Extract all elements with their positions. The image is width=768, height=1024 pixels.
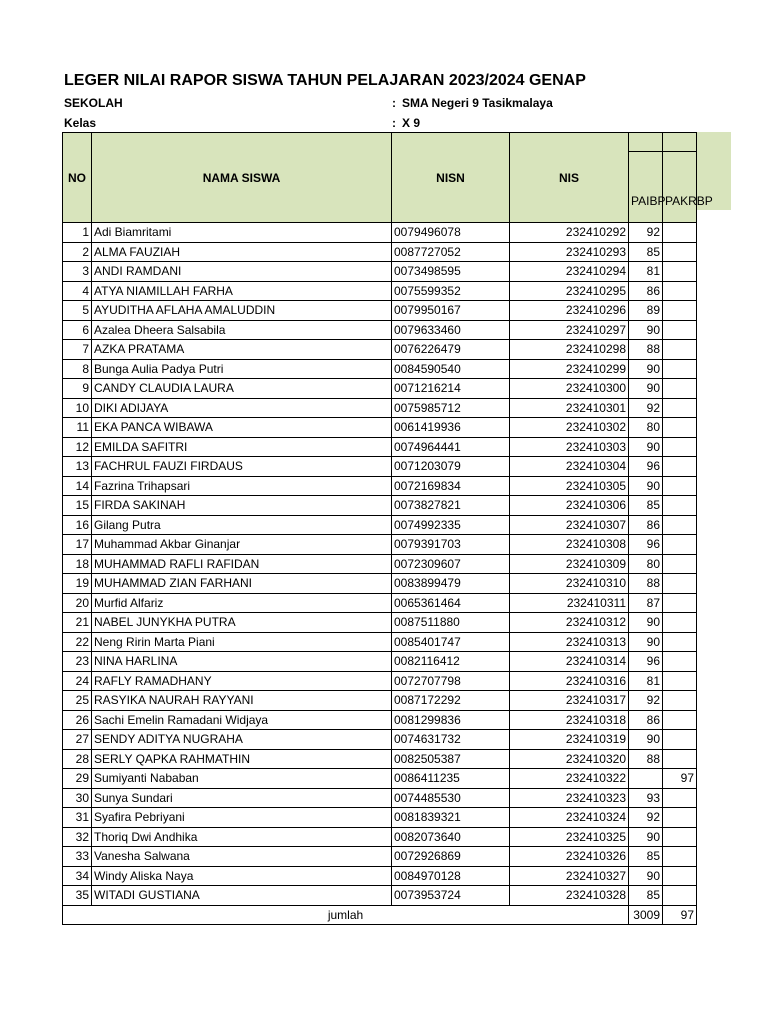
cell-paibp: 89 <box>629 301 663 321</box>
table-row <box>63 457 697 477</box>
cell-nis: 232410327 <box>510 866 629 886</box>
cell-nisn: 0074631732 <box>392 730 510 750</box>
cell-pakrbp <box>663 671 697 691</box>
table-row <box>63 554 697 574</box>
cell-no: 34 <box>63 866 92 886</box>
cell-nisn: 0075985712 <box>392 398 510 418</box>
cell-nisn: 0072707798 <box>392 671 510 691</box>
cell-nisn: 0074485530 <box>392 788 510 808</box>
cell-nis: 232410302 <box>510 418 629 438</box>
cell-paibp: 86 <box>629 710 663 730</box>
table-row <box>63 652 697 672</box>
cell-pakrbp <box>663 398 697 418</box>
cell-nis: 232410328 <box>510 886 629 906</box>
cell-student-name: Vanesha Salwana <box>92 847 392 867</box>
cell-student-name: SENDY ADITYA NUGRAHA <box>92 730 392 750</box>
cell-no: 19 <box>63 574 92 594</box>
cell-student-name: DIKI ADIJAYA <box>92 398 392 418</box>
cell-paibp: 87 <box>629 593 663 613</box>
table-body <box>63 223 697 906</box>
cell-nisn: 0084970128 <box>392 866 510 886</box>
cell-paibp: 90 <box>629 730 663 750</box>
cell-pakrbp <box>663 652 697 672</box>
page-title: LEGER NILAI RAPOR SISWA TAHUN PELAJARAN 2023/2024 GENAP <box>64 72 586 89</box>
cell-no: 2 <box>63 242 92 262</box>
table-row <box>63 886 697 906</box>
cell-nis: 232410308 <box>510 535 629 555</box>
cell-student-name: AYUDITHA AFLAHA AMALUDDIN <box>92 301 392 321</box>
cell-paibp: 90 <box>629 476 663 496</box>
cell-nisn: 0076226479 <box>392 340 510 360</box>
table-row <box>63 262 697 282</box>
cell-student-name: SERLY QAPKA RAHMATHIN <box>92 749 392 769</box>
cell-nisn: 0071203079 <box>392 457 510 477</box>
table-row <box>63 613 697 633</box>
cell-pakrbp <box>663 632 697 652</box>
table-row <box>63 476 697 496</box>
cell-pakrbp <box>663 749 697 769</box>
cell-no: 14 <box>63 476 92 496</box>
cell-no: 26 <box>63 710 92 730</box>
cell-paibp: 90 <box>629 320 663 340</box>
cell-nis: 232410294 <box>510 262 629 282</box>
table-row <box>63 808 697 828</box>
school-label: SEKOLAH <box>64 96 123 110</box>
cell-no: 6 <box>63 320 92 340</box>
cell-paibp: 92 <box>629 808 663 828</box>
cell-no: 9 <box>63 379 92 399</box>
cell-nisn: 0072309607 <box>392 554 510 574</box>
cell-no: 21 <box>63 613 92 633</box>
table-row <box>63 398 697 418</box>
table-row <box>63 223 697 243</box>
cell-student-name: ATYA NIAMILLAH FARHA <box>92 281 392 301</box>
cell-student-name: RASYIKA NAURAH RAYYANI <box>92 691 392 711</box>
cell-pakrbp <box>663 613 697 633</box>
cell-nisn: 0082073640 <box>392 827 510 847</box>
col-header-name: NAMA SISWA <box>92 133 392 223</box>
cell-no: 30 <box>63 788 92 808</box>
cell-nis: 232410309 <box>510 554 629 574</box>
cell-student-name: Fazrina Trihapsari <box>92 476 392 496</box>
cell-pakrbp <box>663 593 697 613</box>
cell-nisn: 0079633460 <box>392 320 510 340</box>
cell-nis: 232410299 <box>510 359 629 379</box>
cell-paibp: 88 <box>629 749 663 769</box>
cell-pakrbp <box>663 866 697 886</box>
cell-nis: 232410322 <box>510 769 629 789</box>
cell-nis: 232410323 <box>510 788 629 808</box>
cell-no: 13 <box>63 457 92 477</box>
cell-nis: 232410320 <box>510 749 629 769</box>
cell-paibp <box>629 769 663 789</box>
cell-pakrbp <box>663 457 697 477</box>
cell-student-name: Thoriq Dwi Andhika <box>92 827 392 847</box>
cell-student-name: AZKA PRATAMA <box>92 340 392 360</box>
cell-no: 3 <box>63 262 92 282</box>
col-header-no: NO <box>63 133 92 223</box>
cell-student-name: Murfid Alfariz <box>92 593 392 613</box>
cell-no: 1 <box>63 223 92 243</box>
cell-no: 31 <box>63 808 92 828</box>
cell-pakrbp <box>663 710 697 730</box>
cell-nis: 232410306 <box>510 496 629 516</box>
table-row <box>63 379 697 399</box>
cell-no: 32 <box>63 827 92 847</box>
table-row <box>63 671 697 691</box>
cell-nis: 232410326 <box>510 847 629 867</box>
cell-no: 4 <box>63 281 92 301</box>
cell-paibp: 85 <box>629 886 663 906</box>
cell-nisn: 0087172292 <box>392 691 510 711</box>
table-row <box>63 769 697 789</box>
table-row <box>63 691 697 711</box>
table-row <box>63 340 697 360</box>
cell-nisn: 0073498595 <box>392 262 510 282</box>
cell-pakrbp: 97 <box>663 769 697 789</box>
cell-pakrbp <box>663 827 697 847</box>
cell-no: 22 <box>63 632 92 652</box>
cell-student-name: Sunya Sundari <box>92 788 392 808</box>
cell-student-name: FACHRUL FAUZI FIRDAUS <box>92 457 392 477</box>
cell-nis: 232410314 <box>510 652 629 672</box>
table-header-row <box>63 133 697 223</box>
total-paibp: 3009 <box>629 905 663 924</box>
cell-paibp: 85 <box>629 242 663 262</box>
cell-no: 17 <box>63 535 92 555</box>
table-row <box>63 320 697 340</box>
cell-student-name: Gilang Putra <box>92 515 392 535</box>
school-value: SMA Negeri 9 Tasikmalaya <box>402 96 553 110</box>
cell-student-name: Bunga Aulia Padya Putri <box>92 359 392 379</box>
cell-no: 29 <box>63 769 92 789</box>
cell-paibp: 93 <box>629 788 663 808</box>
class-separator: : <box>392 116 396 130</box>
cell-nisn: 0074992335 <box>392 515 510 535</box>
cell-paibp: 80 <box>629 418 663 438</box>
table-row <box>63 437 697 457</box>
table-row <box>63 418 697 438</box>
cell-no: 35 <box>63 886 92 906</box>
cell-paibp: 90 <box>629 613 663 633</box>
cell-student-name: Windy Aliska Naya <box>92 866 392 886</box>
col-header-pakrbp: PAKRBP <box>663 133 697 223</box>
cell-nis: 232410307 <box>510 515 629 535</box>
cell-pakrbp <box>663 301 697 321</box>
cell-pakrbp <box>663 379 697 399</box>
table-row <box>63 749 697 769</box>
cell-pakrbp <box>663 574 697 594</box>
cell-no: 15 <box>63 496 92 516</box>
cell-paibp: 96 <box>629 652 663 672</box>
cell-nisn: 0079391703 <box>392 535 510 555</box>
header-extra-divider <box>628 132 696 152</box>
cell-nis: 232410312 <box>510 613 629 633</box>
cell-no: 10 <box>63 398 92 418</box>
cell-nisn: 0075599352 <box>392 281 510 301</box>
cell-nis: 232410313 <box>510 632 629 652</box>
cell-nis: 232410305 <box>510 476 629 496</box>
cell-no: 23 <box>63 652 92 672</box>
class-row <box>64 116 421 130</box>
cell-nisn: 0074964441 <box>392 437 510 457</box>
cell-nisn: 0065361464 <box>392 593 510 613</box>
cell-no: 24 <box>63 671 92 691</box>
grades-table <box>62 132 713 925</box>
table-row <box>63 827 697 847</box>
cell-no: 18 <box>63 554 92 574</box>
cell-nisn: 0084590540 <box>392 359 510 379</box>
cell-paibp: 96 <box>629 457 663 477</box>
cell-paibp: 88 <box>629 340 663 360</box>
cell-student-name: ALMA FAUZIAH <box>92 242 392 262</box>
cell-pakrbp <box>663 242 697 262</box>
cell-paibp: 88 <box>629 574 663 594</box>
cell-student-name: Muhammad Akbar Ginanjar <box>92 535 392 555</box>
cell-pakrbp <box>663 535 697 555</box>
cell-nisn: 0073827821 <box>392 496 510 516</box>
cell-paibp: 90 <box>629 866 663 886</box>
school-separator: : <box>392 96 396 110</box>
cell-nis: 232410293 <box>510 242 629 262</box>
cell-paibp: 86 <box>629 281 663 301</box>
cell-paibp: 92 <box>629 398 663 418</box>
cell-pakrbp <box>663 340 697 360</box>
cell-no: 12 <box>63 437 92 457</box>
cell-student-name: Azalea Dheera Salsabila <box>92 320 392 340</box>
cell-pakrbp <box>663 476 697 496</box>
cell-nis: 232410310 <box>510 574 629 594</box>
cell-nis: 232410303 <box>510 437 629 457</box>
cell-student-name: WITADI GUSTIANA <box>92 886 392 906</box>
cell-paibp: 90 <box>629 827 663 847</box>
cell-paibp: 92 <box>629 223 663 243</box>
table-row <box>63 301 697 321</box>
cell-nis: 232410298 <box>510 340 629 360</box>
class-value: X 9 <box>402 116 421 130</box>
cell-no: 20 <box>63 593 92 613</box>
cell-pakrbp <box>663 496 697 516</box>
cell-nis: 232410297 <box>510 320 629 340</box>
cell-nisn: 0061419936 <box>392 418 510 438</box>
cell-student-name: CANDY CLAUDIA LAURA <box>92 379 392 399</box>
cell-nisn: 0079950167 <box>392 301 510 321</box>
cell-student-name: MUHAMMAD ZIAN FARHANI <box>92 574 392 594</box>
school-row <box>64 96 553 110</box>
cell-pakrbp <box>663 886 697 906</box>
cell-pakrbp <box>663 554 697 574</box>
cell-student-name: Neng Ririn Marta Piani <box>92 632 392 652</box>
cell-student-name: Adi Biamritami <box>92 223 392 243</box>
table-row <box>63 281 697 301</box>
cell-paibp: 90 <box>629 632 663 652</box>
cell-paibp: 96 <box>629 535 663 555</box>
cell-pakrbp <box>663 515 697 535</box>
table-row <box>63 847 697 867</box>
cell-no: 7 <box>63 340 92 360</box>
cell-student-name: RAFLY RAMADHANY <box>92 671 392 691</box>
total-pakrbp: 97 <box>663 905 697 924</box>
cell-nis: 232410325 <box>510 827 629 847</box>
cell-pakrbp <box>663 359 697 379</box>
table-row <box>63 866 697 886</box>
cell-student-name: Sachi Emelin Ramadani Widjaya <box>92 710 392 730</box>
cell-nis: 232410300 <box>510 379 629 399</box>
cell-no: 16 <box>63 515 92 535</box>
cell-paibp: 90 <box>629 359 663 379</box>
cell-paibp: 85 <box>629 847 663 867</box>
cell-nis: 232410319 <box>510 730 629 750</box>
cell-nisn: 0082505387 <box>392 749 510 769</box>
cell-nis: 232410318 <box>510 710 629 730</box>
table-row <box>63 710 697 730</box>
table-row <box>63 632 697 652</box>
cell-no: 8 <box>63 359 92 379</box>
table-row <box>63 242 697 262</box>
cell-nisn: 0081839321 <box>392 808 510 828</box>
cell-paibp: 90 <box>629 379 663 399</box>
cell-pakrbp <box>663 691 697 711</box>
cell-nis: 232410295 <box>510 281 629 301</box>
cell-paibp: 81 <box>629 262 663 282</box>
cell-nisn: 0071216214 <box>392 379 510 399</box>
cell-paibp: 92 <box>629 691 663 711</box>
cell-nisn: 0085401747 <box>392 632 510 652</box>
cell-pakrbp <box>663 730 697 750</box>
table-row <box>63 496 697 516</box>
table-row <box>63 359 697 379</box>
col-header-nis: NIS <box>510 133 629 223</box>
cell-no: 27 <box>63 730 92 750</box>
cell-no: 33 <box>63 847 92 867</box>
cell-no: 11 <box>63 418 92 438</box>
cell-paibp: 81 <box>629 671 663 691</box>
cell-student-name: Syafira Pebriyani <box>92 808 392 828</box>
cell-nisn: 0072926869 <box>392 847 510 867</box>
cell-paibp: 86 <box>629 515 663 535</box>
cell-pakrbp <box>663 847 697 867</box>
cell-pakrbp <box>663 281 697 301</box>
cell-pakrbp <box>663 262 697 282</box>
cell-nisn: 0072169834 <box>392 476 510 496</box>
cell-nis: 232410296 <box>510 301 629 321</box>
cell-pakrbp <box>663 437 697 457</box>
cell-student-name: EMILDA SAFITRI <box>92 437 392 457</box>
cell-nisn: 0083899479 <box>392 574 510 594</box>
cell-student-name: NABEL JUNYKHA PUTRA <box>92 613 392 633</box>
cell-nis: 232410311 <box>510 593 629 613</box>
cell-nisn: 0082116412 <box>392 652 510 672</box>
cell-pakrbp <box>663 320 697 340</box>
table-row <box>63 535 697 555</box>
total-label: jumlah <box>63 905 629 924</box>
table-row <box>63 788 697 808</box>
cell-nis: 232410324 <box>510 808 629 828</box>
col-header-paibp: PAIBP <box>629 133 663 223</box>
cell-student-name: MUHAMMAD RAFLI RAFIDAN <box>92 554 392 574</box>
cell-nisn: 0086411235 <box>392 769 510 789</box>
cell-nisn: 0079496078 <box>392 223 510 243</box>
cell-nis: 232410292 <box>510 223 629 243</box>
cell-pakrbp <box>663 418 697 438</box>
cell-student-name: EKA PANCA WIBAWA <box>92 418 392 438</box>
cell-student-name: Sumiyanti Nababan <box>92 769 392 789</box>
cell-student-name: NINA HARLINA <box>92 652 392 672</box>
col-header-nisn: NISN <box>392 133 510 223</box>
cell-pakrbp <box>663 808 697 828</box>
cell-student-name: FIRDA SAKINAH <box>92 496 392 516</box>
cell-nis: 232410317 <box>510 691 629 711</box>
cell-nisn: 0087511880 <box>392 613 510 633</box>
cell-paibp: 85 <box>629 496 663 516</box>
cell-no: 28 <box>63 749 92 769</box>
total-row <box>63 905 697 924</box>
cell-student-name: ANDI RAMDANI <box>92 262 392 282</box>
class-label: Kelas <box>64 116 97 130</box>
cell-nis: 232410316 <box>510 671 629 691</box>
table-row <box>63 593 697 613</box>
cell-nis: 232410304 <box>510 457 629 477</box>
table-row <box>63 515 697 535</box>
table-row <box>63 574 697 594</box>
cell-nis: 232410301 <box>510 398 629 418</box>
cell-no: 5 <box>63 301 92 321</box>
cell-paibp: 90 <box>629 437 663 457</box>
cell-pakrbp <box>663 788 697 808</box>
cell-nisn: 0081299836 <box>392 710 510 730</box>
cell-no: 25 <box>63 691 92 711</box>
cell-nisn: 0073953724 <box>392 886 510 906</box>
cell-nisn: 0087727052 <box>392 242 510 262</box>
table-row <box>63 730 697 750</box>
cell-paibp: 80 <box>629 554 663 574</box>
cell-pakrbp <box>663 223 697 243</box>
